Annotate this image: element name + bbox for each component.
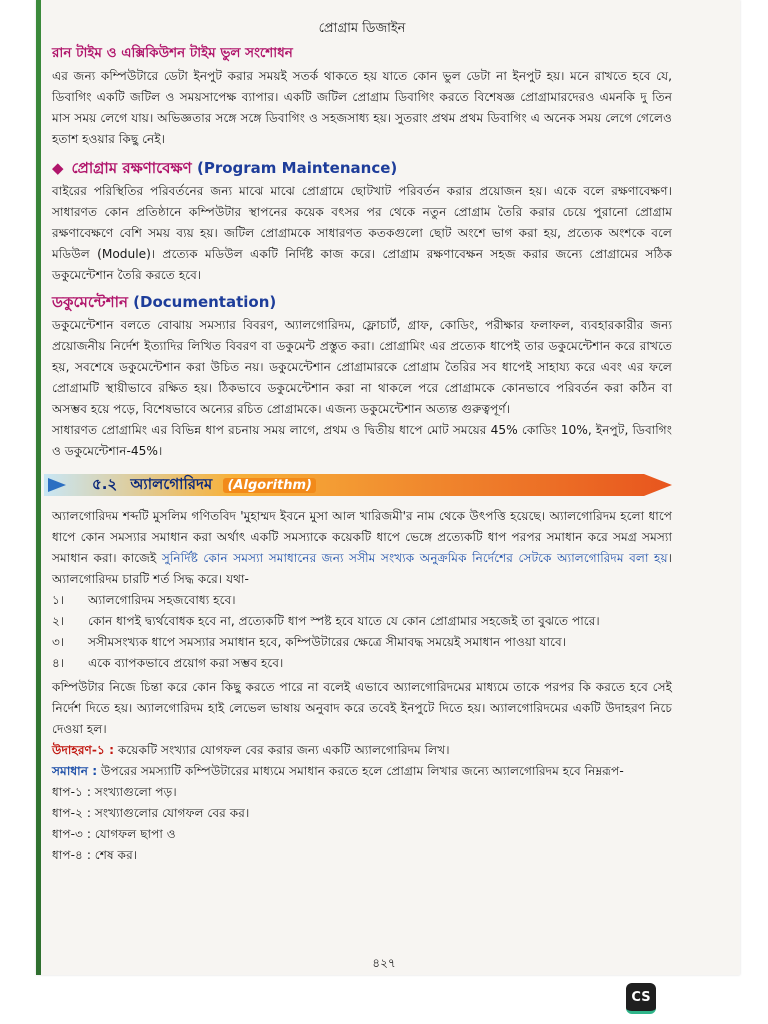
page-edge-stripe bbox=[36, 0, 41, 975]
page-content bbox=[52, 18, 672, 866]
list-item bbox=[52, 632, 672, 653]
list-text: কোন ধাপই দ্ব্যর্থবোধক হবে না, প্রত্যেকটি ধাপ স্পষ্ট হবে যাতে যে কোন প্রোগ্রামার সহজেই তা বুঝতে পারে। bbox=[88, 614, 600, 628]
section-documentation-text: ডকুমেন্টেশান বলতে বোঝায় সমস্যার বিবরণ, অ্যালগোরিদম, ফ্লোচার্ট, গ্রাফ, কোডিং, পরীক্ষার ফলাফল, ব্যবহারকারীর জন্য প্রয়োজনীয় নির্দেশ ইত্যাদির লিখিত বিবরণ বা ডকুমেন্ট প্রস্তুত করা। প্রোগ্রামিং এর প্রত্যেক ধাপেই তার ডকুমেন্টেশান করে রাখতে হয়, সবশেষে ডকুমেন্টেশান করা উচিত নয়। ডকুমেন্টেশান প্রোগ্রামারকে প্রোগ্রাম তৈরির সব ধাপেই সাহায্য করে এবং এর ফলে প্রোগ্রামটি স্থায়ীভাবে রক্ষিত হয়। ঠিকভাবে ডকুমেন্টেশান করা না থাকলে পরে প্রোগ্রামকে কোনভাবে পরিবর্তন করা কঠিন বা অসম্ভব হয়ে পড়ে, বিশেষভাবে অন্যের রচিত প্রোগ্রামকে। এজন্য ডকুমেন্টেশান অত্যন্ত গুরুত্বপূর্ণ। bbox=[52, 318, 672, 416]
list-item: ধাপ-৩ : যোগফল ছাপা ও bbox=[52, 827, 176, 841]
algorithm-definition: সুনির্দিষ্ট কোন সমস্যা সমাধানের জন্য সসীম সংখ্যক অনুক্রমিক নির্দেশের সেটকে অ্যালগোরিদম বলা হয় bbox=[161, 551, 668, 565]
documentation-title-bn: ডকুমেন্টেশান bbox=[52, 293, 128, 311]
example-line bbox=[52, 740, 672, 761]
list-number: ১। bbox=[52, 593, 65, 607]
section-runtime-title: রান টাইম ও এক্সিকিউশন টাইম ভুল সংশোধন bbox=[52, 45, 293, 61]
section-runtime-text: এর জন্য কম্পিউটারে ডেটা ইনপুট করার সময়ই সতর্ক থাকতে হয় যাতে কোন ভুল ডেটা না ইনপুট হয়। মনে রাখতে হবে যে, ডিবাগিং একটি জটিল ও সময়সাপেক্ষ ব্যাপার। একটি জটিল প্রোগ্রাম ডিবাগিং করতে বিশেষজ্ঞ প্রোগ্রামারদেরও এমনকি দু তিন মাস সময় লেগে যায়। অভিজ্ঞতার সঙ্গে সঙ্গে ডিবাগিং ও সহজসাধ্য হয়। সুতরাং প্রথম প্রথম ডিবাগিং এ অনেক সময় লেগে গেলেও হতাশ হওয়ার কিছু নেই। bbox=[52, 69, 672, 146]
example-label: উদাহরণ-১ : bbox=[52, 743, 114, 757]
list-text: অ্যালগোরিদম সহজবোধ্য হবে। bbox=[88, 593, 236, 607]
banner-title-en: (Algorithm) bbox=[223, 478, 316, 493]
algorithm-intro-a: অ্যালগোরিদম শব্দটি মুসলিম গণিতবিদ 'মুহাম্মদ ইবনে মুসা আল খারিজমী'র নাম থেকে উৎপত্তি হয়েছে। অ্যালগোরিদম হলো ধাপে ধাপে কোন সমস্যার সমাধান করা অর্থাৎ একটি সমস্যাকে কয়েকটি ধাপে ভেঙ্গে প্রত্যেকটি ধাপ পরপর সমাধান করে সমগ্র সমস্যা সমাধান করা। কাজেই bbox=[52, 509, 672, 565]
page-header: প্রোগ্রাম ডিজাইন bbox=[318, 21, 406, 36]
maintenance-title-en: (Program Maintenance) bbox=[196, 159, 398, 177]
solution-line bbox=[52, 761, 672, 782]
algorithm-intro-c: ।অ্যালগোরিদম চারটি শর্ত সিদ্ধ করে। যথা- bbox=[52, 551, 672, 586]
list-item bbox=[52, 590, 672, 611]
section-documentation-title bbox=[52, 292, 672, 313]
algorithm-explanation: কম্পিউটার নিজে চিন্তা করে কোন কিছু করতে পারে না বলেই এভাবে অ্যালগোরিদমের মাধ্যমে তাকে পরপর কি করতে হবে সেই নির্দেশ দিতে হয়। অ্যালগোরিদম হাই লেভেল ভাষায় অনুবাদ করে তবেই ইনপুটে দিতে হয়। অ্যালগোরিদমের একটি উদাহরণ নিচে দেওয়া হল। bbox=[52, 680, 672, 736]
documentation-title-en: (Documentation) bbox=[133, 293, 277, 311]
list-item: ধাপ-২ : সংখ্যাগুলোর যোগফল বের কর। bbox=[52, 806, 250, 820]
banner-title-bn: অ্যালগোরিদম bbox=[130, 475, 213, 493]
list-text: একে ব্যাপকভাবে প্রয়োগ করা সম্ভব হবে। bbox=[88, 656, 284, 670]
algorithm-banner bbox=[44, 470, 674, 500]
section-maintenance-title bbox=[52, 158, 672, 179]
list-number: ৪। bbox=[52, 656, 65, 670]
algorithm-steps bbox=[52, 782, 672, 866]
banner-number: ৫.২ bbox=[92, 475, 118, 493]
algorithm-intro bbox=[52, 506, 672, 590]
camscanner-logo-icon: CS bbox=[626, 983, 656, 1014]
list-item bbox=[52, 653, 672, 674]
list-number: ৩। bbox=[52, 635, 65, 649]
diamond-bullet-icon: ◆ bbox=[52, 159, 64, 177]
maintenance-title-bn: প্রোগ্রাম রক্ষণাবেক্ষণ bbox=[71, 159, 192, 177]
list-item: ধাপ-৪ : শেষ কর। bbox=[52, 848, 138, 862]
list-item: ধাপ-১ : সংখ্যাগুলো পড়। bbox=[52, 785, 177, 799]
section-documentation-time: সাধারণত প্রোগ্রামিং এর বিভিন্ন ধাপ রচনায় সময় লাগে, প্রথম ও দ্বিতীয় ধাপে মোট সময়ের 45% কোডিং 10%, ইনপুট, ডিবাগিং ও ডকুমেন্টেশান-45%। bbox=[52, 423, 672, 458]
page-number: ৪২৭ bbox=[372, 956, 396, 970]
list-text: সসীমসংখ্যক ধাপে সমস্যার সমাধান হবে, কম্পিউটারের ক্ষেত্রে সীমাবদ্ধ সময়েই সমাধান পাওয়া যাবে। bbox=[88, 635, 567, 649]
solution-label: সমাধান : bbox=[52, 764, 98, 778]
algorithm-conditions bbox=[52, 590, 672, 674]
section-maintenance-text: বাইরের পরিস্থিতির পরিবর্তনের জন্য মাঝে মাঝে প্রোগ্রামে ছোটখাট পরিবর্তন করার প্রয়োজন হয়। একে বলে রক্ষণাবেক্ষণ। সাধারণত কোন প্রতিষ্ঠানে কম্পিউটার স্থাপনের কয়েক বৎসর পর থেকে নতুন প্রোগ্রাম তৈরি করার চেয়ে পুরানো প্রোগ্রাম রক্ষণাবেক্ষণে বেশি সময় ব্যয় হয়। জটিল প্রোগ্রামকে সাধারণত কতকগুলো ছোট অংশে ভাগ করা হয়, প্রত্যেক অংশকে বলে মডিউল (Module)। প্রত্যেক মডিউল একটি নির্দিষ্ট কাজ করে। প্রোগ্রাম রক্ষণাবেক্ষন সহজ করার জন্যে প্রোগ্রামের সঠিক ডকুমেন্টেশান তৈরি করতে হবে। bbox=[52, 184, 672, 282]
solution-text: উপরের সমস্যাটি কম্পিউটারের মাধ্যমে সমাধান করতে হলে প্রোগ্রাম লিখার জন্যে অ্যালগোরিদম হবে নিম্নরূপ- bbox=[97, 764, 624, 778]
list-item bbox=[52, 611, 672, 632]
list-number: ২। bbox=[52, 614, 65, 628]
example-text: কয়েকটি সংখ্যার যোগফল বের করার জন্য একটি অ্যালগোরিদম লিখ। bbox=[114, 743, 450, 757]
